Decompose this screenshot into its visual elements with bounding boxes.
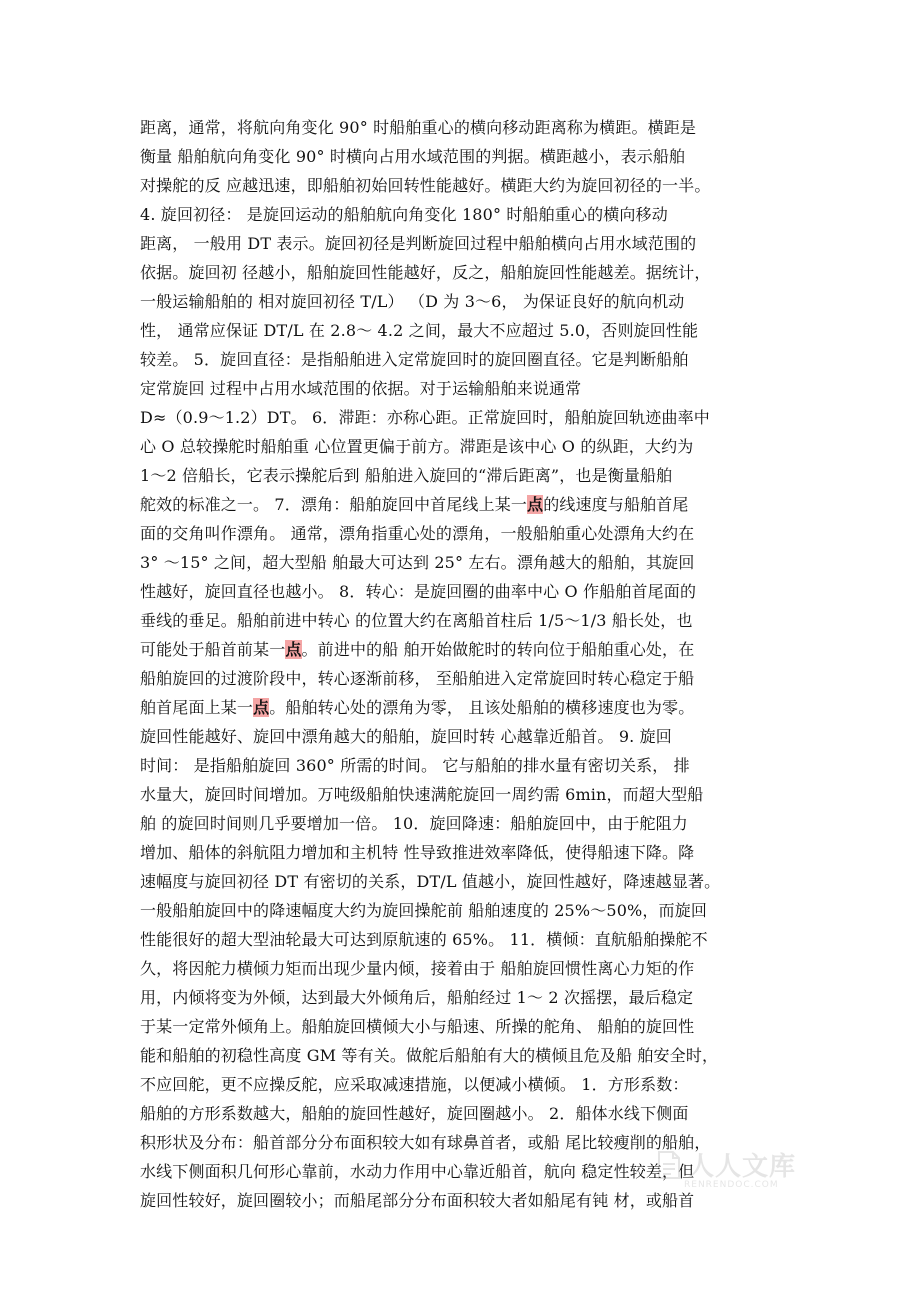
text-line: [140, 495, 780, 515]
text-line: [140, 698, 780, 718]
text-line: 久，将因舵力横倾力矩而出现少量内倾，接着由于 船舶旋回惯性离心力矩的作: [140, 959, 695, 978]
text-line: [140, 640, 780, 660]
text-line: 对操舵的反 应越迅速，即船舶初始回转性能越好。横距大约为旋回初径的一半。: [140, 176, 711, 195]
highlighted-term: 点: [285, 640, 302, 659]
text-line: 垂线的垂足。船舶前进中转心 的位置大约在离船首柱后 1/5～1/3 船长处，也: [140, 611, 693, 630]
text-line: 距离，通常，将航向角变化 90° 时船舶重心的横向移动距离称为横距。横距是: [140, 118, 697, 137]
text-line: D≈（0.9～1.2）DT。 6．滞距：亦称心距。正常旋回时，船舶旋回轨迹曲率中: [140, 408, 710, 427]
text-line: 距离， 一般用 DT 表示。旋回初径是判断旋回过程中船舶横向占用水域范围的: [140, 234, 697, 253]
highlighted-term: 点: [527, 495, 544, 514]
highlighted-term: 点: [253, 698, 270, 717]
text-line: 面的交角叫作漂角。 通常，漂角指重心处的漂角，一般船舶重心处漂角大约在: [140, 524, 695, 543]
text-line: 旋回性较好，旋回圈较小；而船尾部分分布面积较大者如船尾有钝 材，或船首: [140, 1191, 695, 1210]
text-line: 性能很好的超大型油轮最大可达到原航速的 65%。 11．横倾：直航船舶操舵不: [140, 930, 708, 949]
text-segment: 舵效的标准之一。 7．漂角：船舶旋回中首尾线上某一: [140, 495, 528, 514]
text-line: 旋回性能越好、旋回中漂角越大的船舶，旋回时转 心越靠近船首。 9. 旋回: [140, 727, 672, 746]
text-line: 依据。旋回初 径越小，船舶旋回性能越好，反之，船舶旋回性能越差。据统计，: [140, 263, 711, 282]
text-line: 能和船舶的初稳性高度 GM 等有关。做舵后船舶有大的横倾且危及船 舶安全时，: [140, 1046, 719, 1065]
text-line: 较差。 5．旋回直径：是指船舶进入定常旋回时的旋回圈直径。它是判断船舶: [140, 350, 689, 369]
text-line: 速幅度与旋回初径 DT 有密切的关系，DT/L 值越小，旋回性越好，降速越显著。: [140, 872, 721, 891]
text-segment: 的线速度与船舶首尾: [543, 495, 689, 514]
text-line: 不应回舵，更不应操反舵，应采取减速措施，以便减小横倾。 1．方形系数：: [140, 1075, 689, 1094]
text-line: 积形状及分布：船首部分分布面积较大如有球鼻首者，或船 尾比较瘦削的船舶，: [140, 1133, 711, 1152]
text-line: 性， 通常应保证 DT/L 在 2.8～ 4.2 之间，最大不应超过 5.0，否则旋回性能: [140, 321, 699, 340]
text-line: 心 O 总较操舵时船舶重 心位置更偏于前方。滞距是该中心 O 的纵距，大约为: [140, 437, 694, 456]
text-segment: 。前进中的船 舶开始做舵时的转向位于船舶重心处，在: [301, 640, 695, 659]
text-line: 时间： 是指船舶旋回 360° 所需的时间。 它与船舶的排水量有密切关系， 排: [140, 756, 690, 775]
text-line: 衡量 船舶航向角变化 90° 时横向占用水域范围的判据。横距越小，表示船舶: [140, 147, 686, 166]
text-line: 水线下侧面积几何形心靠前，水动力作用中心靠近船首，航向 稳定性较差，但: [140, 1162, 695, 1181]
watermark-title: 人人文库: [688, 1152, 797, 1182]
text-line: 4. 旋回初径： 是旋回运动的船舶航向角变化 180° 时船舶重心的横向移动: [140, 205, 668, 224]
text-segment: 。船舶转心处的漂角为零， 且该处船舶的横移速度也为零。: [269, 698, 695, 717]
text-line: 船舶的方形系数越大，船舶的旋回性越好，旋回圈越小。 2．船体水线下侧面: [140, 1104, 689, 1123]
text-line: 船舶旋回的过渡阶段中，转心逐渐前移， 至船舶进入定常旋回时转心稳定于船: [140, 669, 695, 688]
text-line: 1～2 倍船长，它表示操舵后到 船舶进入旋回的“滞后距离”，也是衡量船舶: [140, 466, 673, 485]
text-line: 3° ～15° 之间，超大型船 舶最大可达到 25° 左右。漂角越大的船舶，其旋回: [140, 553, 695, 572]
text-line: 增加、船体的斜航阻力增加和主机特 性导致推进效率降低，使得船速下降。降: [140, 843, 695, 862]
text-segment: 舶首尾面上某一: [140, 698, 254, 717]
text-segment: 可能处于船首前某一: [140, 640, 286, 659]
text-line: 舶 的旋回时间则几乎要增加一倍。 10．旋回降速：船舶旋回中，由于舵阻力: [140, 814, 688, 833]
text-line: 一般船舶旋回中的降速幅度大约为旋回操舵前 船舶速度的 25%～50%，而旋回: [140, 901, 707, 920]
text-line: 定常旋回 过程中占用水域范围的依据。对于运输船舶来说通常: [140, 379, 582, 398]
text-line: 水量大，旋回时间增加。万吨级船舶快速满舵旋回一周约需 6min，而超大型船: [140, 785, 704, 804]
text-line: 性越好，旋回直径也越小。 8．转心：是旋回圈的曲率中心 O 作船舶首尾面的: [140, 582, 697, 601]
text-line: 用，内倾将变为外倾，达到最大外倾角后，船舶经过 1～ 2 次摇摆，最后稳定: [140, 988, 694, 1007]
watermark-url: RENRENDOC.COM: [684, 1180, 779, 1190]
text-line: 于某一定常外倾角上。船舶旋回横倾大小与船速、所操的舵角、 船舶的旋回性: [140, 1017, 695, 1036]
text-line: 一般运输船舶的 相对旋回初径 T/L） （D 为 3～6， 为保证良好的航向机动: [140, 292, 685, 311]
